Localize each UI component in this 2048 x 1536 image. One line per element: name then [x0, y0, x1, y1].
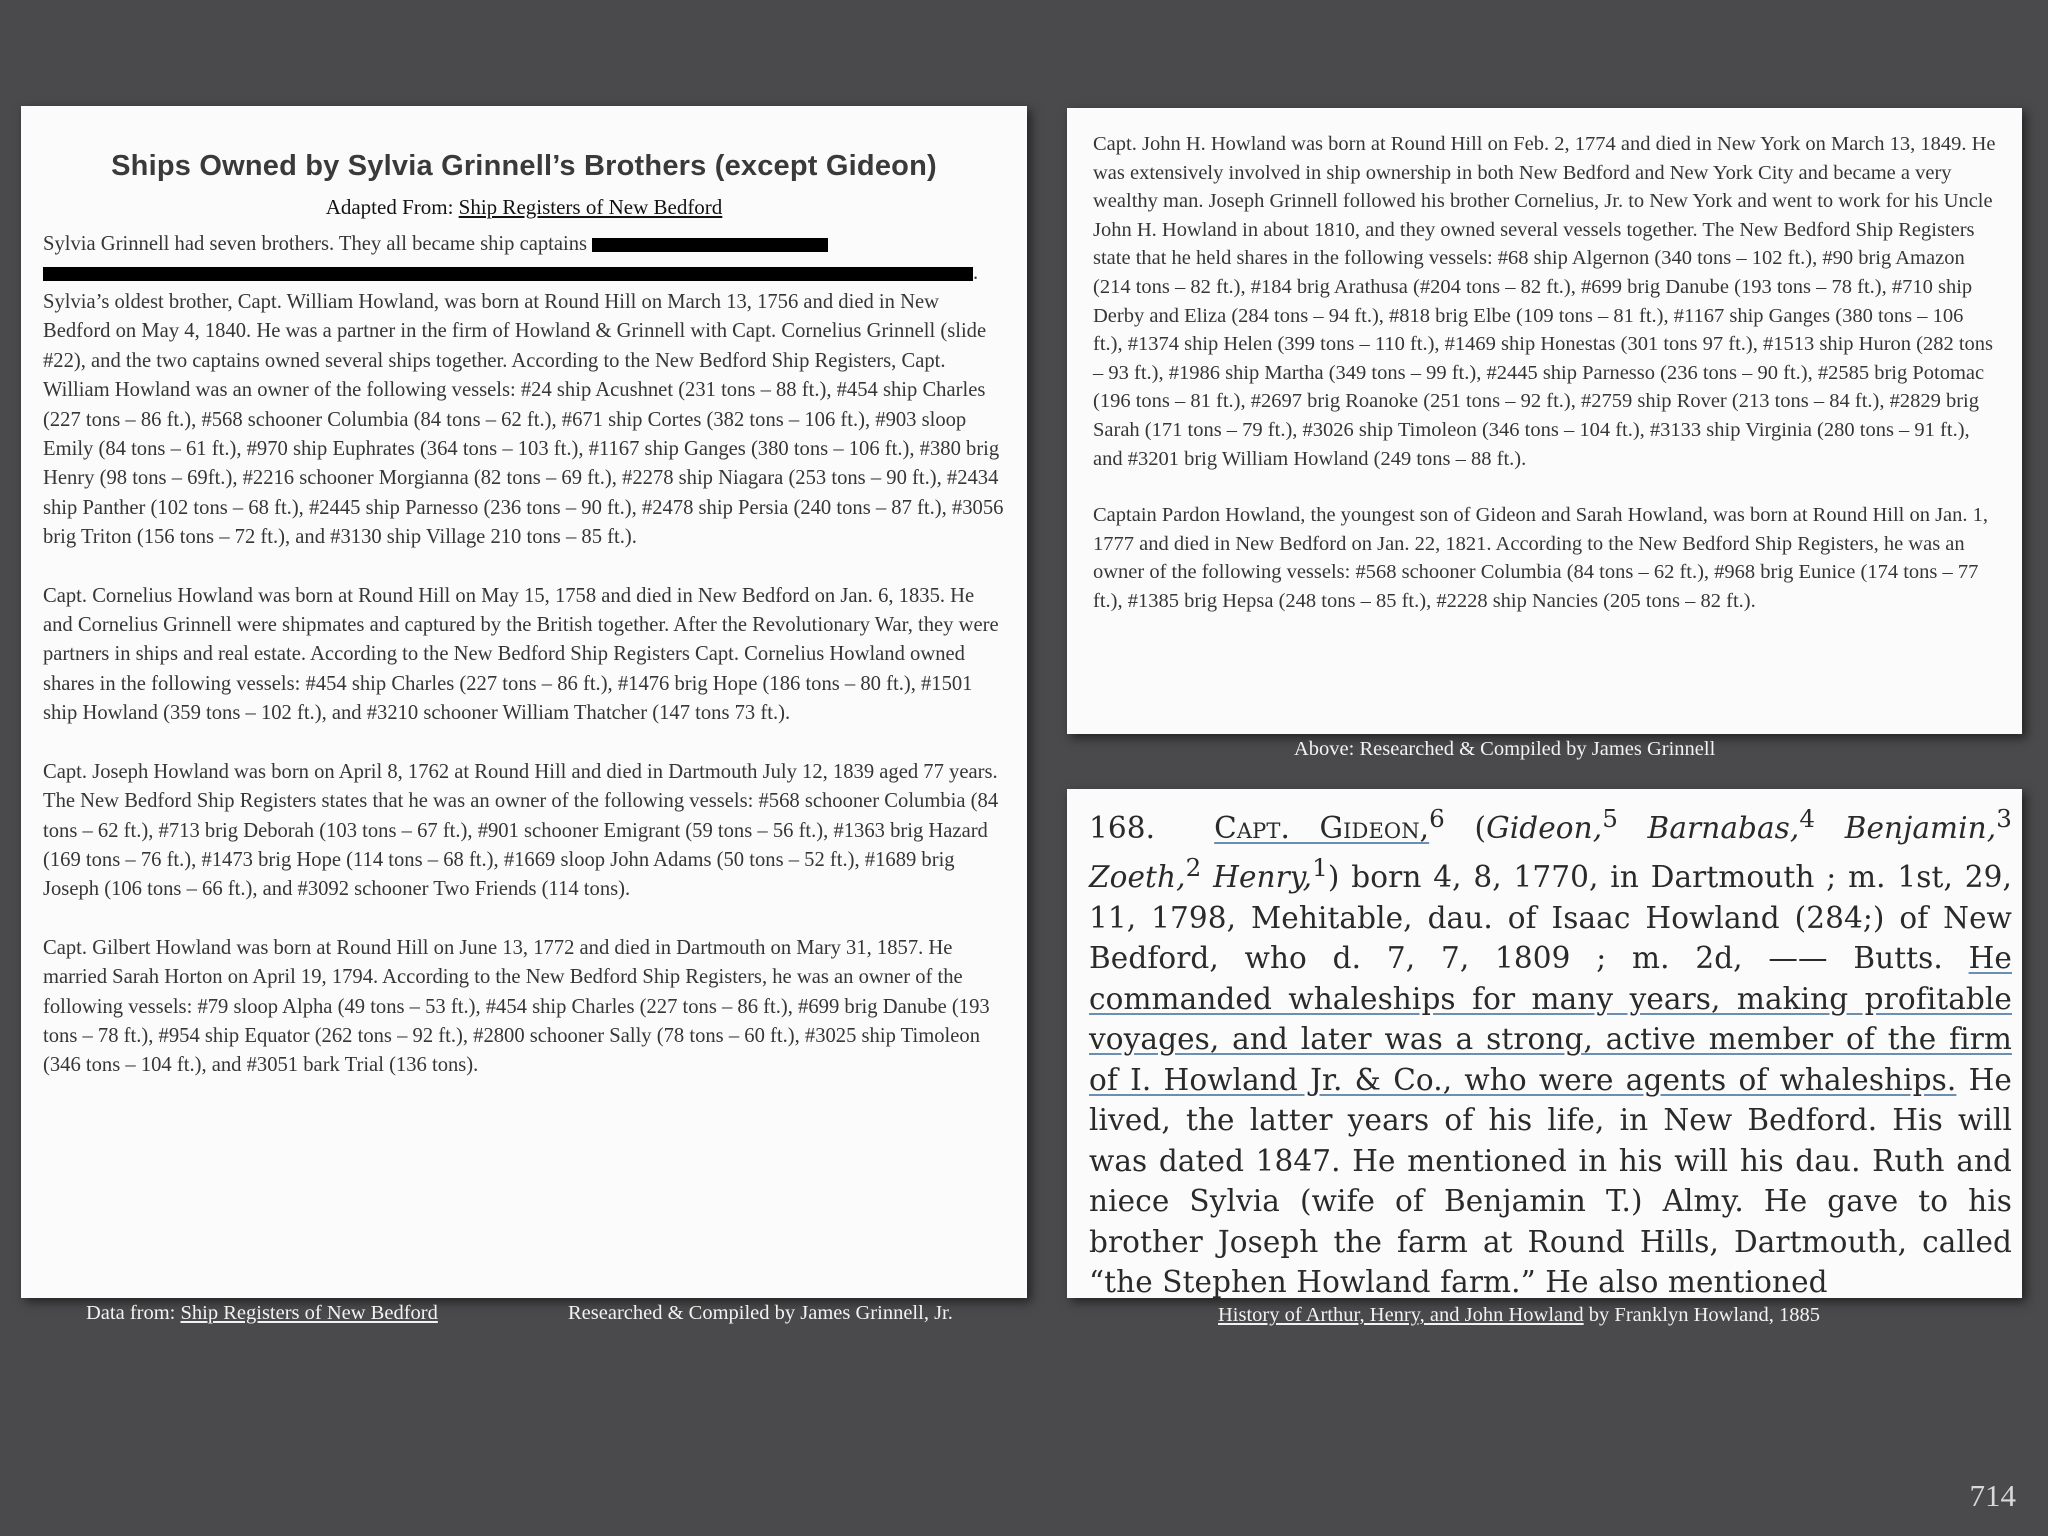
page-title: Ships Owned by Sylvia Grinnell’s Brothers (except Gideon): [111, 150, 937, 182]
underlined-passage: He commanded whaleships for many years, making profitable voyages, and later was a strong, active member of the firm of I. Howland Jr. & Co., who were agents of whaleships.: [1089, 941, 2012, 1097]
intro-paragraph: Sylvia Grinnell had seven brothers. They all became ship captains .: [43, 233, 979, 284]
lineage-name: Gideon,: [1486, 810, 1603, 845]
adapted-prefix: Adapted From:: [325, 195, 459, 219]
john-paragraph: Capt. John H. Howland was born at Round Hill on Feb. 2, 1774 and died in New York on March 13, 1849. He was extensively involved in ship ownership in both New Bedford and New York City and became a very wealthy man. Joseph Grinnell followed his brother Cornelius, Jr. to New York and went to work for his Uncle John H. Howland in about 1810, and they owned several vessels together. The New Bedford Ship Registers state that he held shares in the following vessels: #68 ship Algernon (340 tons – 102 ft.), #90 brig Amazon (214 tons – 82 ft.), #184 brig Arathusa (#204 tons – 82 ft.), #699 brig Danube (193 tons – 78 ft.), #710 ship Derby and Eliza (284 tons – 94 ft.), #818 brig Elbe (109 tons – 81 ft.), #1167 ship Ganges (380 tons – 106 ft.), #1374 ship Helen (399 tons – 110 ft.), #1469 ship Honestas (301 tons 97 ft.), #1513 ship Huron (282 tons – 93 ft.), #1986 ship Martha (349 tons – 99 ft.), #2445 ship Parnesso (236 tons – 90 ft.), #2585 brig Potomac (196 tons – 81 ft.), #2697 brig Roanoke (251 tons – 92 ft.), #2759 ship Rover (213 tons – 84 ft.), #2829 brig Sarah (171 tons – 79 ft.), #3026 ship Timoleon (346 tons – 104 ft.), #3133 ship Virginia (280 tons – 91 ft.), and #3201 brig William Howland (249 tons – 88 ft.).: [1093, 133, 1996, 470]
superscript: 5: [1602, 804, 1618, 833]
adapted-from-line: [43, 195, 1005, 220]
redaction-bar: [43, 267, 973, 281]
page-number: 714: [1969, 1478, 2016, 1513]
gilbert-paragraph: Capt. Gilbert Howland was born at Round Hill on June 13, 1772 and died in Dartmouth on Mary 31, 1857. He married Sarah Horton on April 19, 1794. According to the New Bedford Ship Registers, he was an owner of the following vessels: #79 sloop Alpha (49 tons – 53 ft.), #454 ship Charles (227 tons – 86 ft.), #699 brig Danube (193 tons – 78 ft.), #954 ship Equator (262 tons – 92 ft.), #2800 schooner Sally (78 tons – 60 ft.), #3025 ship Timoleon (346 tons – 104 ft.), and #3051 bark Trial (136 tons).: [43, 936, 990, 1077]
joseph-paragraph: Capt. Joseph Howland was born on April 8, 1762 at Round Hill and died in Dartmouth July 12, 1839 aged 77 years. The New Bedford Ship Registers states that he was an owner of the following vessels: #568 schooner Columbia (84 tons – 62 ft.), #713 brig Deborah (103 tons – 67 ft.), #901 schooner Emigrant (59 tons – 56 ft.), #1363 brig Hazard (169 tons – 76 ft.), #1473 brig Hope (114 tons – 68 ft.), #1669 sloop John Adams (50 tons – 52 ft.), #1689 brig Joseph (106 tons – 66 ft.), and #3092 schooner Two Friends (114 tons).: [43, 760, 999, 901]
adapted-link[interactable]: Ship Registers of New Bedford: [458, 195, 723, 219]
caption-history: [1218, 1304, 1820, 1327]
lineage-name: Barnabas,: [1647, 810, 1800, 845]
entry-number: 168.: [1089, 810, 1156, 845]
entry-text-continued: He lived, the latter years of his life, in New Bedford. His will was dated 1847. He mentioned in his will his dau. Ruth and niece Sylvia (wife of Benjamin T.) Almy. He gave to his brother Joseph the farm at Round Hills, Dartmouth, called “the Stephen Howland farm.” He also mentioned: [1089, 1062, 2012, 1298]
history-suffix: by Franklyn Howland, 1885: [1583, 1304, 1820, 1326]
entry-name: Capt. Gideon,: [1214, 810, 1430, 845]
caption-above: Above: Researched & Compiled by James Grinnell: [1294, 738, 1716, 760]
superscript: 2: [1185, 853, 1202, 883]
intro-text: Sylvia Grinnell had seven brothers. They all became ship captains: [43, 233, 588, 255]
history-link[interactable]: History of Arthur, Henry, and John Howland: [1218, 1304, 1584, 1326]
superscript: 6: [1429, 804, 1445, 833]
right-top-document-panel: [1067, 108, 2022, 734]
left-document-panel: [21, 106, 1027, 1298]
lineage-name: Zoeth,: [1089, 860, 1186, 895]
william-paragraph: Sylvia’s oldest brother, Capt. William Howland, was born at Round Hill on March 13, 1756 and died in New Bedford on May 4, 1840. He was a partner in the firm of Howland & Grinnell with Capt. Cornelius Grinnell (slide #22), and the two captains owned several ships together. According to the New Bedford Ship Registers, Capt. William Howland was an owner of the following vessels: #24 ship Acushnet (231 tons – 88 ft.), #454 ship Charles (227 tons – 86 ft.), #568 schooner Columbia (84 tons – 62 ft.), #671 ship Cortes (382 tons – 106 ft.), #903 sloop Emily (84 tons – 61 ft.), #970 ship Euphrates (364 tons – 103 ft.), #1167 ship Ganges (380 tons – 106 ft.), #380 brig Henry (98 tons – 69ft.), #2216 schooner Morgianna (82 tons – 69 ft.), #2278 ship Niagara (253 tons – 90 ft.), #2434 ship Panther (102 tons – 68 ft.), #2445 ship Parnesso (236 tons – 90 ft.), #2478 ship Persia (240 tons – 87 ft.), #3056 brig Triton (156 tons – 72 ft.), and #3130 ship Village 210 tons – 85 ft.).: [43, 291, 1004, 549]
data-from-link[interactable]: Ship Registers of New Bedford: [180, 1302, 438, 1324]
book-excerpt-panel: [1067, 789, 2022, 1298]
redaction-bar: [592, 238, 828, 252]
pardon-paragraph: Captain Pardon Howland, the youngest son of Gideon and Sarah Howland, was born at Round Hill on Jan. 1, 1777 and died in New Bedford on Jan. 22, 1821. According to the New Bedford Ship Registers, he was an owner of the following vessels: #568 schooner Columbia (84 tons – 62 ft.), #968 brig Eunice (174 tons – 77 ft.), #1385 brig Hepsa (248 tons – 85 ft.), #2228 ship Nancies (205 tons – 82 ft.).: [1093, 504, 1989, 612]
book-excerpt-text: 168. Capt. Gideon,$^6$ (Gideon,$^5$ Barnabas,$^4$ Benjamin,$^3$ Zoeth,$^2$ Henry,$^1$) born 4, 8, 1770, in Dartmouth ; m. 1st, 29, 11, 1798, Mehitable, dau. of Isaac Howland (284;) of New Bedford, who d. 7, 7, 1809 ; m. 2d, —— Butts. He commanded whaleships for many years, making profitable voyages, and later was a strong, active member of the firm of I. Howland Jr. & Co., who were agents of whaleships. He lived, the latter years of his life, in New Bedford. His will was dated 1847. He mentioned in his will his dau. Ruth and niece Sylvia (wife of Benjamin T.) Almy. He gave to his brother Joseph the farm at Round Hills, Dartmouth, called “the Stephen Howland farm.” He also mentioned: [1089, 804, 2012, 1298]
data-from-prefix: Data from:: [86, 1302, 181, 1324]
caption-data-from: [86, 1302, 438, 1325]
entry-text: ) born 4, 8, 1770, in Dartmouth ; m. 1st, 29, 11, 1798, Mehitable, dau. of Isaac Howland (284;) of New Bedford, who d. 7, 7, 1809 ; m. 2d, —— Butts.: [1089, 860, 2012, 976]
superscript: 1: [1312, 853, 1328, 883]
lineage-name: Henry,: [1213, 860, 1313, 895]
superscript: 3: [1996, 804, 2012, 833]
cornelius-paragraph: Capt. Cornelius Howland was born at Round Hill on May 15, 1758 and died in New Bedford on Jan. 6, 1835. He and Cornelius Grinnell were shipmates and captured by the British together. After the Revolutionary War, they were partners in ships and real estate. According to the New Bedford Ship Registers Capt. Cornelius Howland owned shares in the following vessels: #454 ship Charles (227 tons – 86 ft.), #1476 brig Hope (186 tons – 80 ft.), #1501 ship Howland (359 tons – 102 ft.), and #3210 schooner William Thatcher (147 tons 73 ft.).: [43, 584, 999, 725]
lineage-name: Benjamin,: [1844, 810, 1997, 845]
superscript: 4: [1799, 804, 1816, 833]
caption-researched: Researched & Compiled by James Grinnell, Jr.: [568, 1302, 953, 1324]
